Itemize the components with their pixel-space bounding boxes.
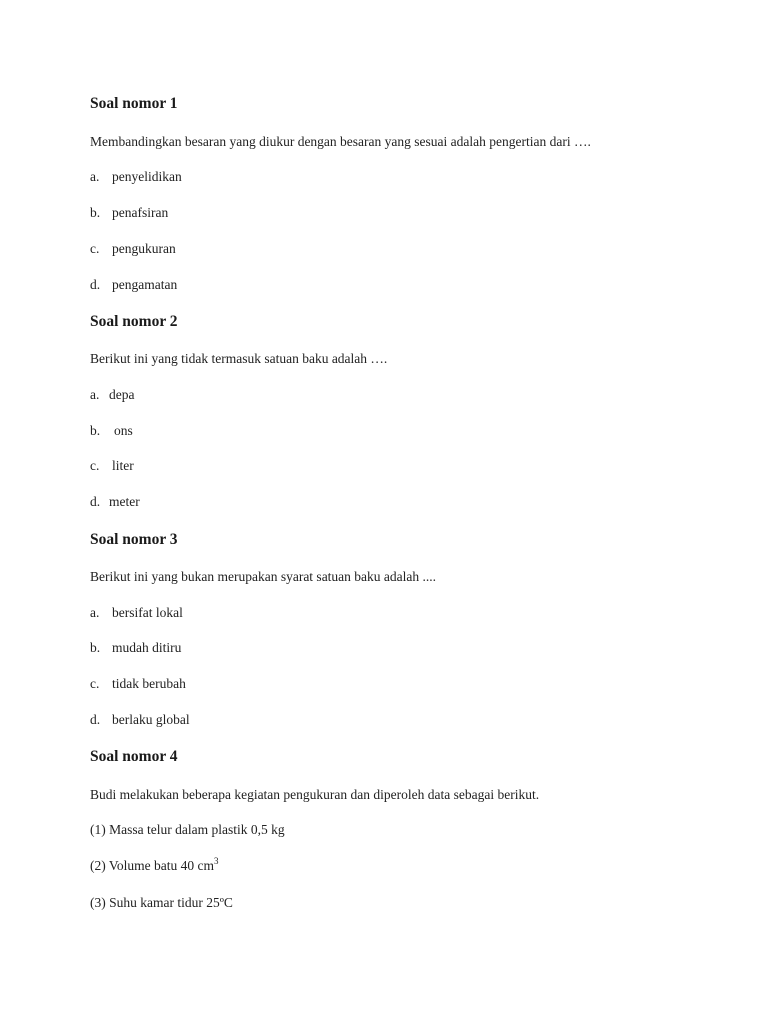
question-2-option-a (90, 386, 134, 404)
option-letter: a. (90, 387, 100, 402)
option-text: penafsiran (112, 205, 169, 220)
option-letter: c. (90, 241, 100, 256)
question-2-heading: Soal nomor 2 (90, 313, 178, 330)
option-text: tidak berubah (112, 676, 186, 691)
item-text: (3) Suhu kamar tidur 25ºC (90, 895, 233, 910)
question-4-heading: Soal nomor 4 (90, 748, 178, 765)
question-3-heading: Soal nomor 3 (90, 531, 178, 548)
option-text: mudah ditiru (112, 640, 182, 655)
question-3-option-d (90, 711, 190, 729)
question-4-item-1 (90, 821, 285, 839)
option-text: berlaku global (112, 712, 190, 727)
option-letter: d. (90, 712, 101, 727)
question-3-option-b (90, 639, 181, 657)
question-3-option-a (90, 604, 183, 622)
option-letter: c. (90, 676, 100, 691)
option-text: pengukuran (112, 241, 176, 256)
option-letter: c. (90, 458, 100, 473)
question-1-text: Membandingkan besaran yang diukur dengan besaran yang sesuai adalah pengertian dari …. (90, 134, 591, 149)
question-1-option-c (90, 240, 176, 258)
option-text: penyelidikan (112, 169, 182, 184)
question-2-option-d (90, 493, 140, 511)
question-4-text: Budi melakukan beberapa kegiatan pengukuran dan diperoleh data sebagai berikut. (90, 787, 540, 802)
option-letter: b. (90, 205, 101, 220)
option-letter: d. (90, 277, 101, 292)
option-text: depa (109, 387, 135, 402)
question-2-option-b (90, 422, 133, 440)
question-3-option-c (90, 675, 186, 693)
option-letter: a. (90, 605, 100, 620)
question-3-text: Berikut ini yang bukan merupakan syarat satuan baku adalah .... (90, 569, 437, 584)
question-1-option-a (90, 168, 182, 186)
question-1-heading: Soal nomor 1 (90, 95, 178, 112)
option-text: liter (112, 458, 134, 473)
question-1-option-d (90, 276, 177, 294)
question-2-option-c (90, 457, 134, 475)
option-text: meter (109, 494, 140, 509)
option-text: bersifat lokal (112, 605, 183, 620)
question-1-option-b (90, 204, 168, 222)
option-text: pengamatan (112, 277, 178, 292)
item-text: (2) Volume batu 40 cm (90, 858, 214, 873)
question-2-text: Berikut ini yang tidak termasuk satuan baku adalah …. (90, 351, 388, 366)
option-letter: d. (90, 494, 101, 509)
option-text: ons (114, 423, 133, 438)
option-letter: a. (90, 169, 100, 184)
option-letter: b. (90, 640, 101, 655)
item-text: (1) Massa telur dalam plastik 0,5 kg (90, 822, 285, 837)
question-4-item-2 (90, 857, 219, 875)
question-4-item-3 (90, 894, 233, 912)
option-letter: b. (90, 423, 101, 438)
superscript: 3 (214, 856, 219, 866)
